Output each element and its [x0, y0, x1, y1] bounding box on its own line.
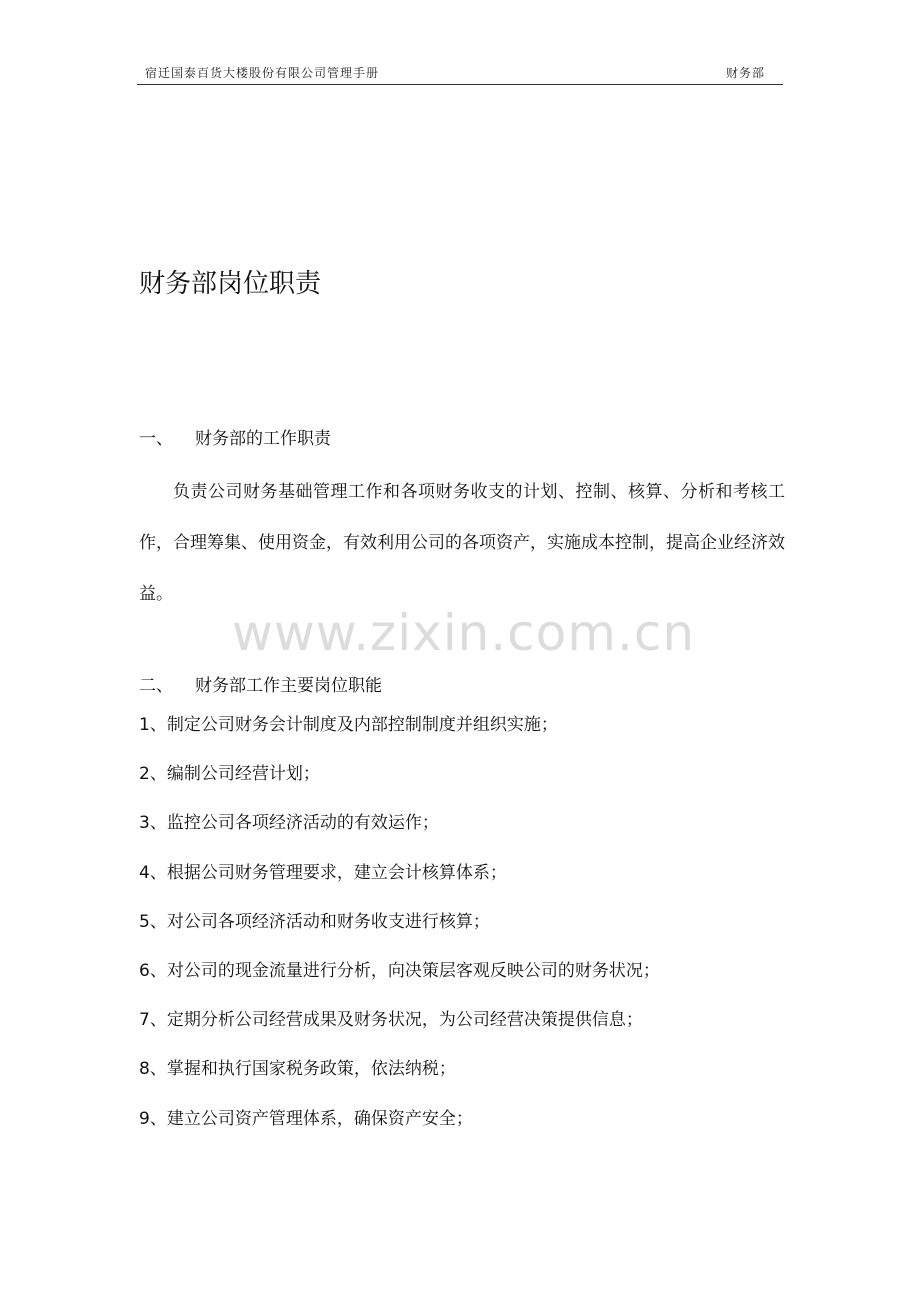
duty-item: 3、监控公司各项经济活动的有效运作；	[139, 813, 439, 834]
duty-list	[139, 713, 785, 1156]
duty-item: 1、制定公司财务会计制度及内部控制制度并组织实施；	[139, 715, 558, 735]
duty-item: 7、定期分析公司经营成果及财务状况，为公司经营决策提供信息；	[139, 1010, 643, 1031]
page-title: 财务部岗位职责	[139, 269, 322, 299]
duty-item: 8、掌握和执行国家税务政策，依法纳税；	[139, 1059, 456, 1080]
section-1-paragraph: 负责公司财务基础管理工作和各项财务收支的计划、控制、核算、分析和考核工作，合理筹集、使用资金，有效利用公司的各项资产，实施成本控制，提高企业经济效益。	[139, 482, 785, 604]
duty-item: 9、建立公司资产管理体系，确保资产安全；	[139, 1108, 473, 1129]
duty-item: 6、对公司的现金流量进行分析，向决策层客观反映公司的财务状况；	[139, 960, 660, 981]
section-1-number: 一、	[139, 429, 173, 449]
header-company-manual: 宿迁国泰百货大楼股份有限公司管理手册	[145, 66, 380, 80]
section-2-heading	[139, 671, 382, 696]
section-1-title: 财务部的工作职责	[195, 429, 331, 449]
duty-item: 5、对公司各项经济活动和财务收支进行核算；	[139, 911, 490, 932]
header-department: 财务部	[725, 66, 765, 80]
section-2-title: 财务部工作主要岗位职能	[195, 676, 382, 696]
duty-item: 2、编制公司经营计划；	[139, 764, 320, 785]
section-2-number: 二、	[139, 676, 173, 696]
header-divider	[137, 84, 783, 85]
duty-item: 4、根据公司财务管理要求，建立会计核算体系；	[139, 862, 507, 883]
section-1-heading	[139, 424, 331, 449]
watermark-text: www.zixin.com.cn	[232, 604, 696, 662]
